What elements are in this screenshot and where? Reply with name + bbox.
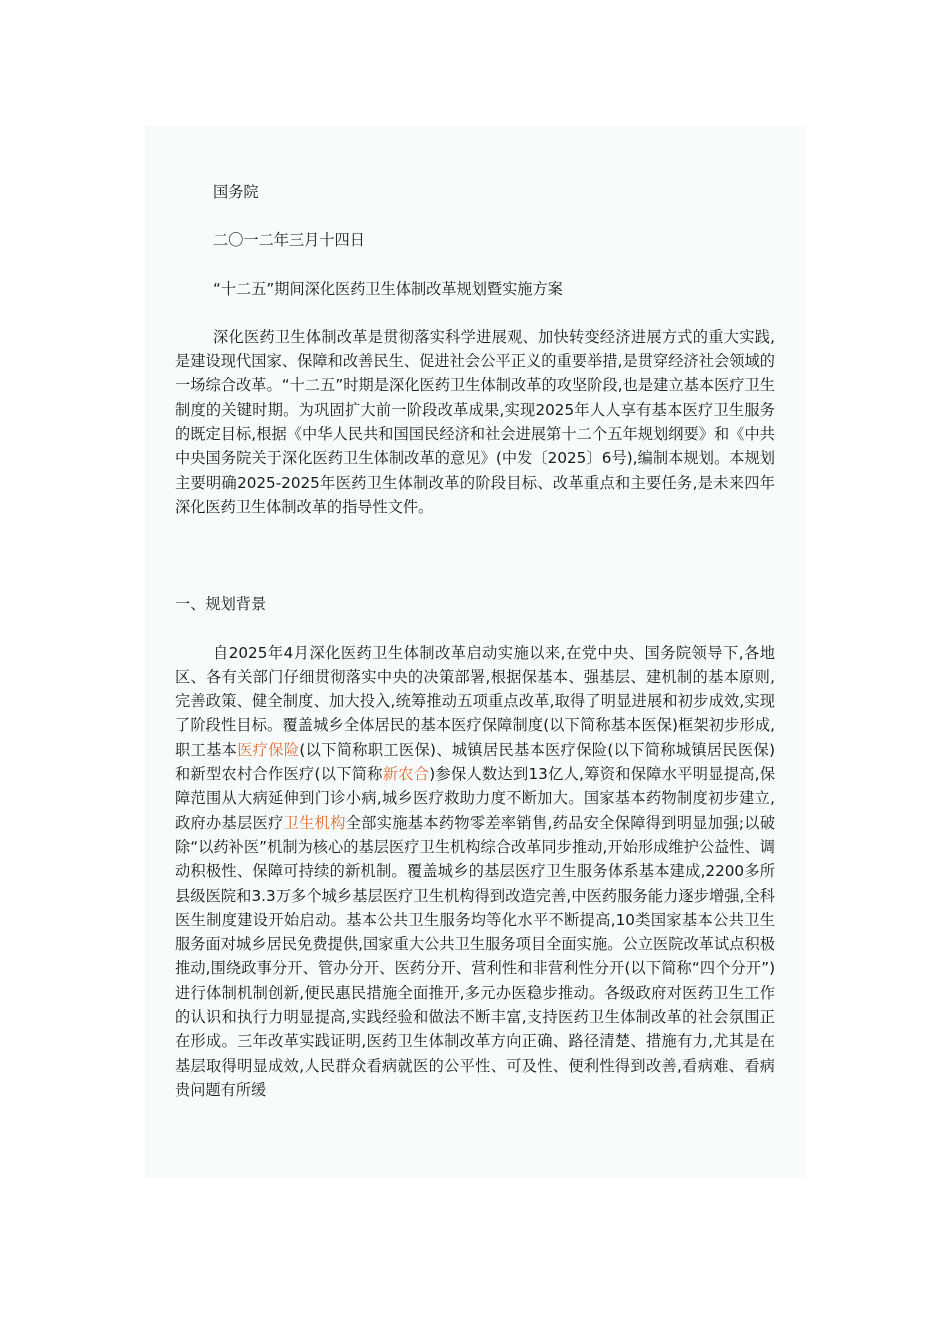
document-body [175,180,775,1102]
issuer-line: 国务院 [213,183,259,201]
body-text-4: 全部实施基本药物零差率销售,药品安全保障得到明显加强;以破除“以药补医”机制为核心的基层医疗卫生机构综合改革同步推动,开始形成维护公益性、调动积极性、保障可持续的新机制。覆盖城乡的基层医疗卫生服务体系基本建成,2200多所县级医院和3.3万多个城乡基层医疗卫生机构得到改造完善,中医药服务能力逐步增强,全科医生制度建设开始启动。基本公共卫生服务均等化水平不断提高,10类国家基本公共卫生服务面对城乡居民免费提供,国家重大公共卫生服务项目全面实施。公立医院改革试点积极推动,围绕政事分开、管办分开、医药分开、营利性和非营利性分开(以下简称“四个分开”)进行体制机制创新,便民惠民措施全面推开,多元办医稳步推动。各级政府对医药卫生工作的认识和执行力明显提高,实践经验和做法不断丰富,支持医药卫生体制改革的社会氛围正在形成。三年改革实践证明,医药卫生体制改革方向正确、路径清楚、措施有力,尤其是在基层取得明显成效,人民群众看病就医的公平性、可及性、便利性得到改善,看病难、看病贵问题有所缓 [175,813,776,1099]
intro-paragraph: 深化医药卫生体制改革是贯彻落实科学进展观、加快转变经济进展方式的重大实践,是建设现代国家、保障和改善民生、促进社会公平正义的重要举措,是贯穿经济社会领域的一场综合改革。“十二五”时期是深化医药卫生体制改革的攻坚阶段,也是建立基本医疗卫生制度的关键时期。为巩固扩大前一阶段改革成果,实现2025年人人享有基本医疗卫生服务的既定目标,根据《中华人民共和国国民经济和社会进展第十二个五年规划纲要》和《中共中央国务院关于深化医药卫生体制改革的意见》(中发〔2025〕6号),编制本规划。本规划主要明确2025-2025年医药卫生体制改革的阶段目标、改革重点和主要任务,是未来四年深化医药卫生体制改革的指导性文件。 [175,327,775,516]
body-text-2: (以下简称职工医保)、城镇居民基本医疗保险(以下简称城镇居民医保)和新型农村合作医疗(以下简称 [175,740,776,784]
body-text-1: 自2025年4月深化医药卫生体制改革启动实施以来,在党中央、国务院领导下,各地区、各有关部门仔细贯彻落实中央的决策部署,根据保基本、强基层、建机制的基本原则,完善政策、健全制度、加大投入,统筹推动五项重点改革,取得了明显进展和初步成效,实现了阶段性目标。覆盖城乡全体居民的基本医疗保障制度(以下简称基本医保)框架初步形成,职工基本 [175,643,775,759]
date-line: 二〇一二年三月十四日 [213,231,365,250]
background-paragraph [175,641,775,1103]
section-heading: 一、规划背景 [175,595,267,614]
document-title: “十二五”期间深化医药卫生体制改革规划暨实施方案 [213,279,563,298]
link-medical-insurance[interactable]: 医疗保险 [237,740,300,759]
link-health-institutions[interactable]: 卫生机构 [283,813,346,832]
link-new-rural-cooperative[interactable]: 新农合 [382,765,430,784]
body-text-3: )参保人数达到13亿人,筹资和保障水平明显提高,保障范围从大病延伸到门诊小病,城乡医疗救助力度不断加大。国家基本药物制度初步建立,政府办基层医疗 [175,765,776,832]
